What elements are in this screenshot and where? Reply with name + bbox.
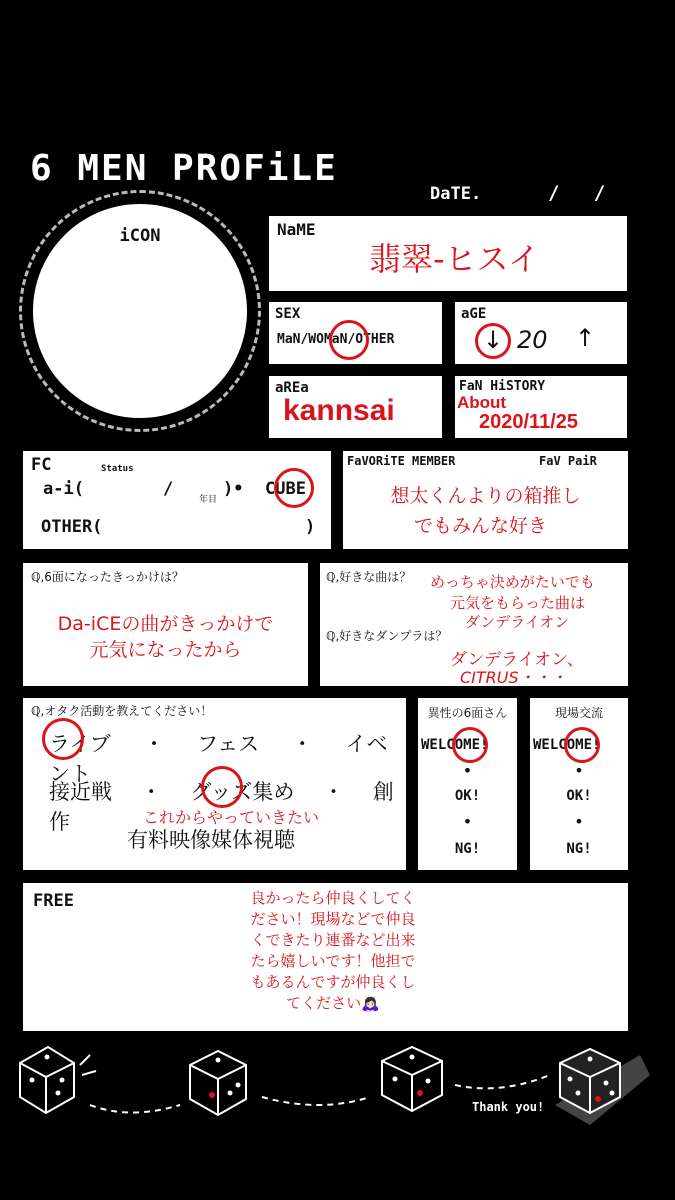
dance-question-text: 好きなダンプラは？ xyxy=(339,629,448,643)
venue-dot-1: • xyxy=(574,761,584,780)
sex-box[interactable] xyxy=(269,302,442,364)
area-value: kannsai xyxy=(283,394,395,427)
venue-circle xyxy=(564,727,600,763)
songs-box[interactable] xyxy=(320,563,628,686)
free-line-2: ださい！現場などで仲良 xyxy=(250,910,416,928)
favorite-pair-label: FaV PaiR xyxy=(539,454,597,468)
fc-line2-close: ) xyxy=(305,517,316,537)
trigger-answer-2: 元気になったから xyxy=(89,639,242,661)
icon-circle[interactable] xyxy=(33,204,247,418)
icon-label: iCON xyxy=(119,226,161,246)
venue-title: 現場交流 xyxy=(554,706,603,720)
fc-line2-open: OTHER( xyxy=(41,517,103,537)
fc-line1-open: a-i( xyxy=(43,479,84,499)
age-down-arrow: ↓ xyxy=(483,326,504,354)
favorite-answer-2: でもみんな好き xyxy=(413,515,547,537)
free-label: FREE xyxy=(33,891,74,911)
activity-fes: フェス xyxy=(197,732,260,756)
otaku-row-3: 有料映像媒体視聴 xyxy=(127,828,295,852)
song-question-text: 好きな曲は？ xyxy=(339,570,412,584)
separator: ・ xyxy=(323,780,345,804)
trigger-question xyxy=(31,568,184,585)
name-box[interactable] xyxy=(269,216,627,291)
opposite-sex-dot-2: • xyxy=(462,812,473,831)
trigger-question-text: 6面になったきっかけは？ xyxy=(44,570,184,584)
trigger-answer-1: Da-iCEの曲がきっかけで xyxy=(57,613,274,635)
free-line-5: もあるんですが仲良くし xyxy=(250,973,416,991)
dice-decoration xyxy=(0,1035,675,1135)
question-icon: ℚ, xyxy=(31,570,45,584)
otaku-note: これからやっていきたい xyxy=(143,808,320,827)
age-box[interactable] xyxy=(455,302,627,364)
name-label: NaME xyxy=(277,220,316,239)
venue-box[interactable] xyxy=(530,698,628,870)
name-value: 翡翠-ヒスイ xyxy=(369,240,540,278)
opposite-sex-title: 異性の6面さん xyxy=(427,706,508,720)
song-question xyxy=(326,568,411,585)
opposite-sex-welcome: WELCOME! xyxy=(421,737,489,753)
thank-you-text: Thank you! xyxy=(472,1100,545,1114)
area-box[interactable] xyxy=(269,376,442,438)
opposite-sex-ok: OK! xyxy=(454,788,481,804)
date-slashes: / / xyxy=(548,182,606,204)
age-up-arrow: ↑ xyxy=(575,324,596,352)
opposite-sex-circle xyxy=(452,727,488,763)
fc-year-note: 年目 xyxy=(199,495,218,505)
age-value: 20 xyxy=(517,326,548,354)
activity-create: 創作 xyxy=(49,780,394,834)
favorite-answer-1: 想太くんよりの箱推し xyxy=(390,485,581,507)
separator: ・ xyxy=(291,732,313,756)
fan-history-about: About xyxy=(457,393,507,412)
fc-line1-close: )• xyxy=(223,479,244,499)
area-label: aREa xyxy=(275,380,309,396)
age-selection-circle xyxy=(475,323,511,359)
opposite-sex-dot-1: • xyxy=(462,761,473,780)
fc-status-note: Status xyxy=(101,464,134,474)
sex-selection-circle xyxy=(329,320,369,360)
goods-selection-circle xyxy=(201,766,243,808)
activity-goods: グッズ集め xyxy=(190,780,295,804)
activity-live: ライブ xyxy=(49,732,111,756)
venue-welcome: WELCOME! xyxy=(533,737,601,753)
fan-history-box[interactable] xyxy=(455,376,627,438)
otaku-question-text: オタク活動を教えてください！ xyxy=(44,704,213,718)
fc-cube: CUBE xyxy=(265,479,306,499)
sex-label: SEX xyxy=(275,306,301,322)
activity-contact: 接近戦 xyxy=(49,780,112,804)
dance-answer-2: CITRUS・・・ xyxy=(460,668,567,687)
page-title: 6 MEN PROFiLE xyxy=(30,148,338,189)
song-answer-3: ダンデライオン xyxy=(465,613,570,631)
separator: ・ xyxy=(140,780,162,804)
sex-options: MaN/WOMaN/OTHER xyxy=(277,332,395,347)
venue-ok: OK! xyxy=(566,788,592,804)
age-label: aGE xyxy=(461,306,487,322)
otaku-box[interactable] xyxy=(23,698,406,870)
fc-cube-circle xyxy=(274,468,314,508)
otaku-question xyxy=(31,702,212,719)
free-box[interactable] xyxy=(23,883,628,1031)
venue-ng: NG! xyxy=(566,841,592,857)
opposite-sex-ng: NG! xyxy=(454,841,481,857)
favorite-box[interactable] xyxy=(343,451,628,549)
question-icon: ℚ, xyxy=(31,704,45,718)
fc-box[interactable] xyxy=(23,451,331,549)
fc-line1-slash: / xyxy=(163,479,174,499)
song-answer-2: 元気をもらった曲は xyxy=(450,594,586,612)
free-line-4: たら嬉しいです！他担で xyxy=(250,952,416,970)
dance-question xyxy=(326,627,447,644)
free-line-3: くできたり連番など出来 xyxy=(250,931,416,949)
fc-label: FC xyxy=(31,455,52,475)
separator: ・ xyxy=(143,732,165,756)
live-selection-circle xyxy=(42,718,84,760)
trigger-box[interactable] xyxy=(23,563,308,686)
date-label: DaTE. xyxy=(430,184,482,204)
fan-history-date: 2020/11/25 xyxy=(479,411,578,433)
activity-event: イベント xyxy=(49,732,388,786)
question-icon: ℚ, xyxy=(326,629,340,643)
favorite-member-label: FaVORiTE MEMBER xyxy=(347,454,456,468)
venue-dot-2: • xyxy=(574,812,584,831)
fan-history-label: FaN HiSTORY xyxy=(459,379,546,394)
free-line-1: 良かったら仲良くしてく xyxy=(250,889,416,907)
song-answer-1: めっちゃ決めがたいでも xyxy=(430,573,595,591)
free-line-6: てください🙇🏻‍♀️ xyxy=(286,994,380,1012)
dance-answer-1: ダンデライオン、 xyxy=(450,650,584,670)
opposite-sex-box[interactable] xyxy=(418,698,517,870)
question-icon: ℚ, xyxy=(326,570,340,584)
